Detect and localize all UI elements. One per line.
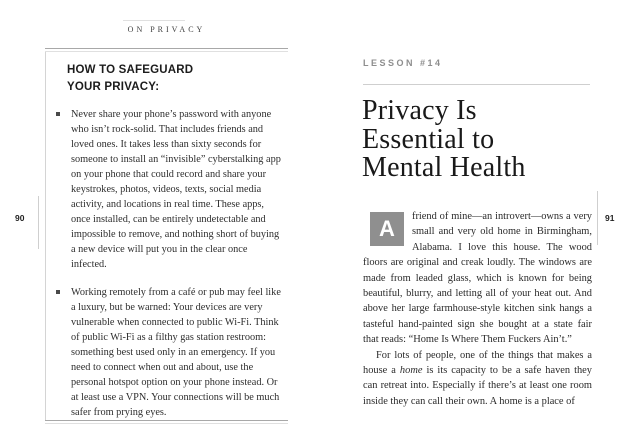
lesson-header-rule (363, 84, 590, 85)
paragraph-2-italic-word: home (399, 365, 423, 377)
paragraph-2 (363, 348, 592, 410)
page-number-rule-left (38, 196, 39, 249)
chapter-title (362, 97, 526, 183)
chapter-title-line2: Essential to (362, 123, 495, 155)
sidebar-top-rule (45, 48, 288, 52)
paragraph-1 (363, 209, 592, 348)
page-number-right: 91 (605, 213, 615, 223)
paragraph-2-text-a: For lots of people, one of the things that makes a house a (363, 349, 592, 377)
square-bullet-icon (56, 285, 71, 420)
sidebar-title-line1: HOW TO SAFEGUARD (67, 64, 194, 76)
chapter-title-line3: Mental Health (362, 152, 526, 183)
safeguard-sidebar-box (45, 48, 288, 424)
list-item (56, 285, 284, 420)
running-header: ON PRIVACY (127, 25, 206, 34)
sidebar-bullet-list (45, 107, 288, 420)
paragraph-1-text: friend of mine—an introvert—owns a very small and very old home in Birmingham, Alabama. I love this house. The wood floors are original and creak loudly. The windows are made from leaded glass, which is known for being beautiful, blurry, and letting all of your heat out. And above her large farmhouse-style kitchen sink hangs a tasteful hand-painted sign she bought at a state fair that reads: “Home Is Where Them Fuckers Ain’t.” (363, 211, 592, 346)
paragraph-2-text-b: is its capacity to be a safe haven they can retreat into. Especially if there’s at least one room inside they can call their own. A home is a place of (363, 365, 592, 407)
page-number-rule-right (597, 191, 598, 245)
chapter-title-line1: Privacy Is (362, 95, 477, 126)
body-text (363, 209, 592, 409)
bullet-text: Working remotely from a café or pub may feel like a luxury, but be warned: Your devices are very vulnerable when connected to public Wi-Fi. Think of public Wi-Fi as a filthy gas station restroom: something best used only in an emergency. If you need to connect when out and about, use the personal hotspot option on your phone instead. Or at least use a VPN. Your connections will be much safer from prying eyes. (71, 287, 281, 418)
sidebar-left-border (45, 52, 46, 420)
page-number-left: 90 (15, 213, 25, 223)
sidebar-bottom-rule (45, 420, 288, 424)
running-header-rule (123, 20, 185, 21)
drop-cap: A (370, 212, 404, 246)
lesson-number-label: LESSON #14 (363, 58, 443, 68)
bullet-text: Never share your phone’s password with anyone who isn’t rock-solid. That includes friends and loved ones. It takes less than sixty seconds for someone to install an “invisible” cyberstalking app on your phone that could record and share your keystrokes, photos, videos, texts, social media activity, and locations in real time. These apps, once installed, can be entirely undetectable and impossible to remove, and nothing short of buying a new device will put you in the clear once infected. (71, 109, 281, 270)
sidebar-title (67, 62, 288, 96)
sidebar-title-line2: YOUR PRIVACY: (67, 81, 160, 93)
square-bullet-icon (56, 107, 71, 272)
list-item (56, 107, 284, 272)
